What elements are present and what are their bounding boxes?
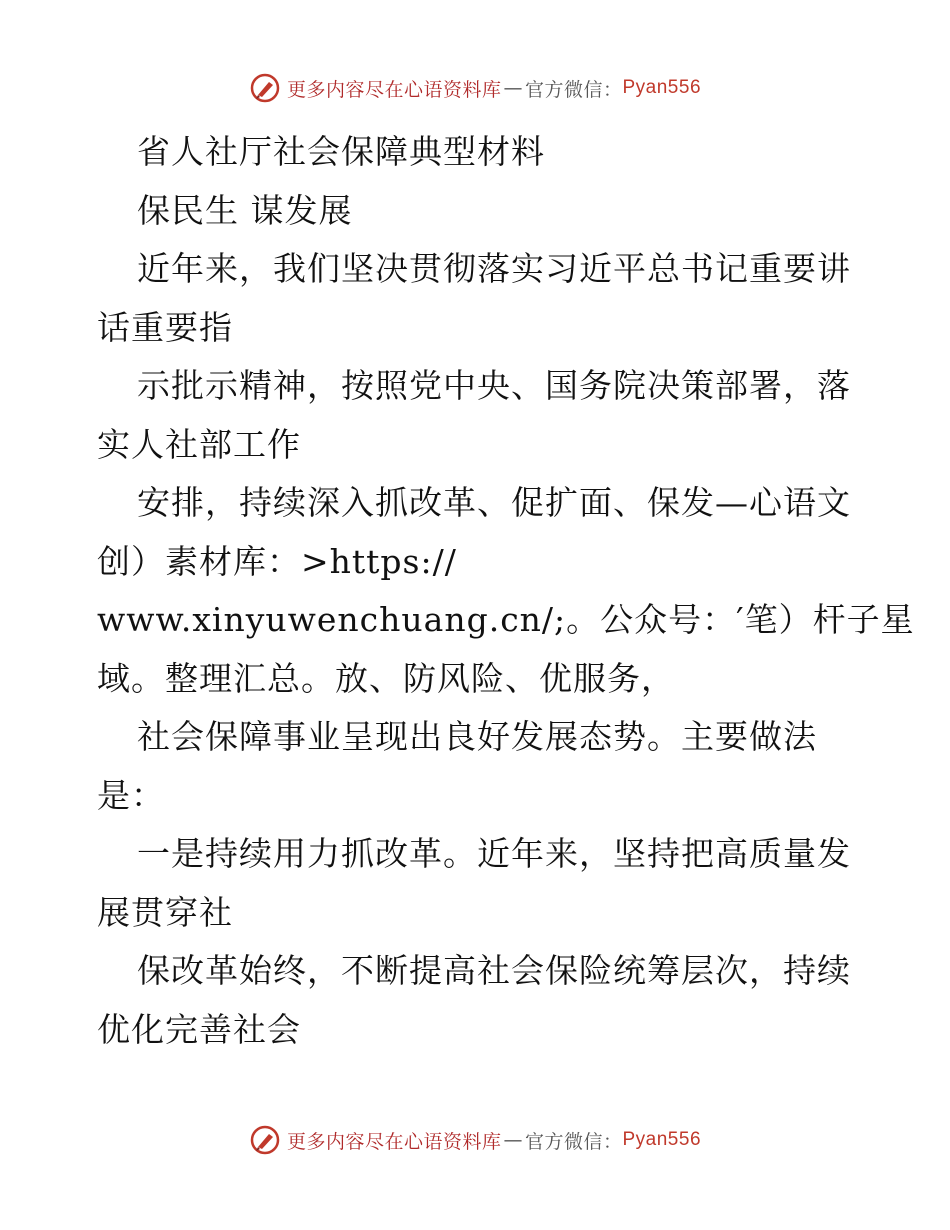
doc-line: 域。整理汇总。放、防风险、优服务， (97, 658, 675, 698)
pen-nib-logo-icon (249, 72, 281, 104)
footer-watermark-banner (0, 1124, 950, 1156)
banner-site-text: 更多内容尽在心语资料库 (286, 1130, 502, 1153)
doc-line: 近年来，我们坚决贯彻落实习近平总书记重要讲 (137, 249, 851, 288)
doc-line: 一是持续用力抓改革。近年来，坚持把高质量发 (137, 834, 851, 873)
doc-line: 保改革始终，不断提高社会保险统筹层次，持续 (137, 951, 851, 990)
banner-wechat-id: Pyan556 (622, 77, 702, 98)
doc-line: 优化完善社会 (97, 1009, 301, 1049)
doc-title-line: 省人社厅社会保障典型材料 (137, 132, 545, 171)
banner-wechat-id: Pyan556 (622, 1129, 702, 1150)
document-body (97, 123, 915, 1059)
doc-line: 安排，持续深入抓改革、促扩面、保发—心语文 (137, 483, 851, 522)
doc-subtitle-line: 保民生 谋发展 (137, 190, 353, 230)
banner-wechat-label: 官方微信： (524, 78, 623, 101)
doc-line: 话重要指 (97, 307, 233, 347)
doc-line: 创）素材库：>https:// (97, 541, 457, 581)
banner-wechat-label: 官方微信： (524, 1130, 623, 1153)
doc-line: 社会保障事业呈现出良好发展态势。主要做法 (137, 717, 817, 756)
banner-site-text: 更多内容尽在心语资料库 (286, 78, 502, 101)
doc-line: 展贯穿社 (97, 892, 233, 932)
doc-line: 示批示精神，按照党中央、国务院决策部署，落 (137, 366, 851, 405)
doc-line: www.xinyuwenchuang.cn/;。公众号：′笔）杆子星 (97, 600, 915, 639)
doc-line: 实人社部工作 (97, 424, 301, 464)
banner-separator: — (503, 77, 523, 99)
doc-line: 是： (97, 775, 165, 815)
header-watermark-banner (0, 72, 950, 104)
banner-separator: — (503, 1129, 523, 1151)
pen-nib-logo-icon (249, 1124, 281, 1156)
